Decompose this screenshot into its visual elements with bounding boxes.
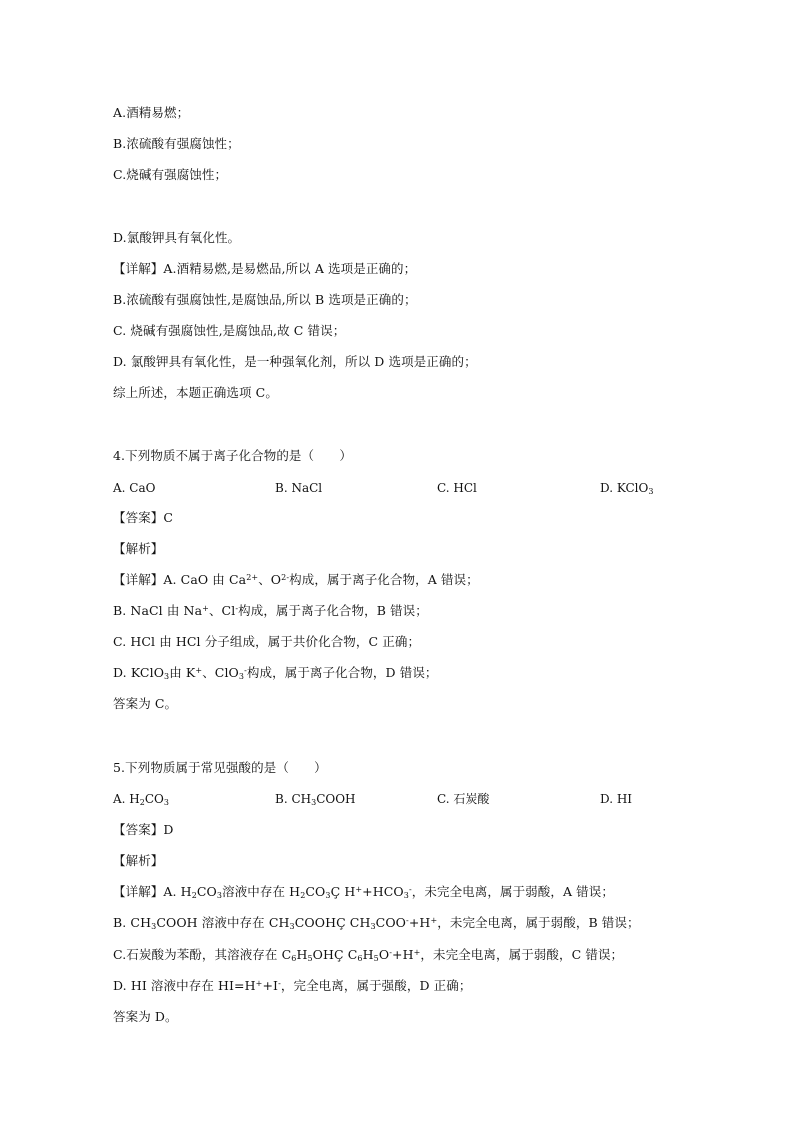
text-line: B.浓硫酸有强腐蚀性； bbox=[113, 136, 240, 151]
text-line: D. 氯酸钾具有氧化性，是一种强氧化剂，所以 D 选项是正确的； bbox=[113, 354, 477, 369]
text-line: C. 烧碱有强腐蚀性,是腐蚀品,故 C 错误； bbox=[113, 323, 346, 338]
text-line: C.烧碱有强腐蚀性； bbox=[113, 167, 228, 182]
option-c: C. 石炭酸 bbox=[437, 792, 490, 806]
answer-line: 【答案】C bbox=[113, 510, 174, 525]
analysis-heading: 【解析】 bbox=[113, 541, 164, 556]
detail-line: D. HI 溶液中存在 HI=H++I-，完全电离，属于强酸，D 正确； bbox=[113, 978, 472, 993]
detail-line: B. $CH_3COOH$ 溶液中存在 $CH_3COOHÇ$ $CH_3COO^-+H^+$，未完全电离，属于弱酸，B 错误； bbox=[113, 915, 640, 931]
question-stem: 4.下列物质不属于离子化合物的是（ ） bbox=[113, 448, 352, 463]
option-d: D. HI bbox=[600, 792, 633, 806]
answer-line: 【答案】D bbox=[113, 822, 174, 837]
option-a: A. $H_2CO_3$ bbox=[113, 792, 169, 807]
option-b: B. NaCl bbox=[275, 481, 323, 495]
text-line: 【详解】A.酒精易燃,是易燃品,所以 A 选项是正确的； bbox=[113, 261, 417, 276]
text-line: D.氯酸钾具有氧化性。 bbox=[113, 230, 241, 245]
analysis-heading: 【解析】 bbox=[113, 853, 164, 868]
detail-line: C.石炭酸为苯酚，其溶液存在 $C_6H_5OHÇ$ $C_6H_5O^-+H^+$，未完全电离，属于弱酸，C 错误； bbox=[113, 947, 624, 963]
detail-line: 【详解】A. CaO 由 $Ca^{2+}$、$O^{2-}$构成，属于离子化合物，A 错误； bbox=[113, 572, 479, 587]
detail-line: D. KClO$_3$由 K+、ClO$_3$-构成，属于离子化合物，D 错误； bbox=[113, 665, 438, 681]
option-d: D. KClO$_3$ bbox=[600, 481, 654, 496]
option-b: B. $CH_3COOH$ bbox=[275, 792, 356, 807]
text-line: B.浓硫酸有强腐蚀性,是腐蚀品,所以 B 选项是正确的； bbox=[113, 292, 417, 307]
option-c: C. HCl bbox=[437, 481, 477, 495]
text-line: A.酒精易燃； bbox=[113, 105, 190, 120]
text-line: 综上所述，本题正确选项 C。 bbox=[113, 385, 278, 400]
conclusion-line: 答案为 D。 bbox=[113, 1009, 178, 1024]
detail-line: 【详解】A. $H_2CO_3$溶液中存在 $H_2CO_3Ç$ $H^++HCO_3^-$，未完全电离，属于弱酸，A 错误； bbox=[113, 884, 614, 900]
option-a: A. CaO bbox=[113, 481, 156, 495]
detail-line: B. NaCl 由 Na+、Cl-构成，属于离子化合物，B 错误； bbox=[113, 603, 428, 618]
conclusion-line: 答案为 C。 bbox=[113, 696, 178, 711]
question-stem: 5.下列物质属于常见强酸的是（ ） bbox=[113, 760, 327, 775]
detail-line: C. HCl 由 HCl 分子组成，属于共价化合物，C 正确； bbox=[113, 634, 421, 649]
